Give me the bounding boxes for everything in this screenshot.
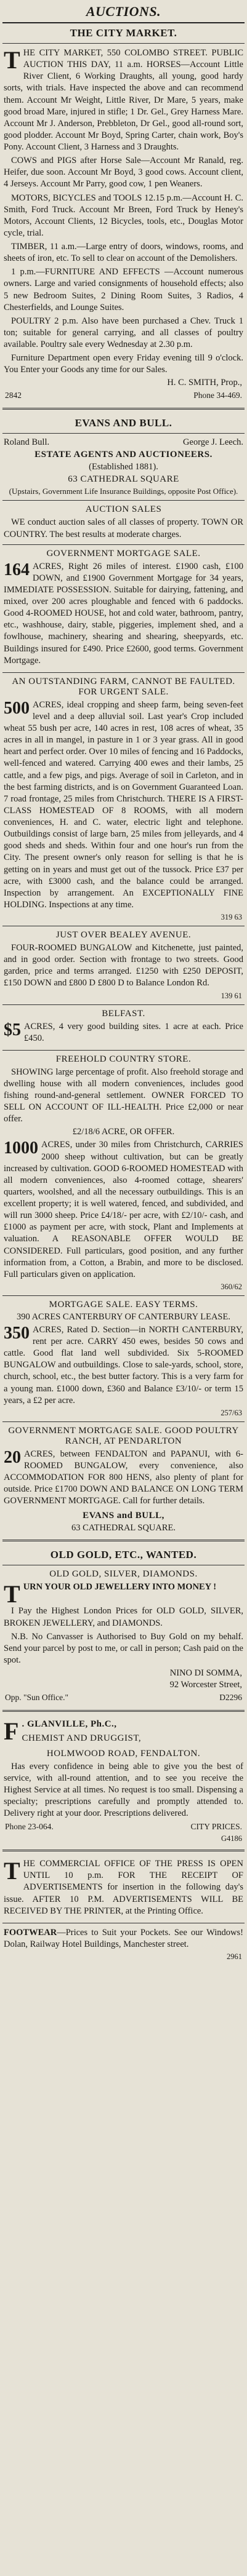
auction-sales-text: WE conduct auction sales of all classes of property. TOWN OR COUNTRY. The best results at moderate charges. xyxy=(4,517,243,539)
old-gold-name: NINO DI SOMMA, xyxy=(169,1668,242,1678)
glanville-header xyxy=(4,1719,243,1747)
mortgage-lead: 350 xyxy=(4,1323,30,1343)
evans-bull-address: 63 CATHEDRAL SQUARE xyxy=(68,474,179,485)
divider xyxy=(2,1710,245,1712)
city-market-p3: MOTORS, BICYCLES and TOOLS 12.15 p.m.—Account H. C. Smith, Ford Truck. Account Mr Breen, Ford Truck by Heney's Motors, Account Clients, 12 Bicycles, tools, etc., Douglas Motor cycle, trial. xyxy=(4,193,243,238)
name-right: George J. Leech. xyxy=(183,437,243,448)
divider xyxy=(2,1295,245,1296)
city-market-ad xyxy=(2,23,245,404)
outstanding-lead: 500 xyxy=(4,698,30,718)
outstanding-ref: 319 63 xyxy=(221,913,242,921)
divider xyxy=(2,500,245,501)
evans-bull-heading: EVANS AND BULL. xyxy=(75,417,172,429)
divider xyxy=(2,1850,245,1851)
commercial-office-notice xyxy=(2,1855,245,1964)
divider xyxy=(2,1421,245,1422)
govt-body xyxy=(4,561,243,667)
commercial-body xyxy=(4,1858,243,1917)
mortgage-ref: 257/63 xyxy=(221,1408,242,1417)
old-gold-text: URN YOUR OLD JEWELLERY INTO MONEY ! xyxy=(23,1582,217,1592)
drop-cap: F xyxy=(4,1717,19,1745)
drop-cap: T xyxy=(4,1580,20,1608)
glanville-footer xyxy=(5,1822,242,1832)
city-market-heading: THE CITY MARKET. xyxy=(70,27,177,39)
divider xyxy=(2,1540,245,1541)
drop-cap: T xyxy=(4,46,20,74)
city-market-footer xyxy=(5,391,242,400)
belfast-lead: $5 xyxy=(4,1020,21,1040)
thousand-ref: 360/62 xyxy=(221,1282,242,1291)
belfast-heading: BELFAST. xyxy=(102,1008,145,1019)
glanville-prices: CITY PRICES. xyxy=(190,1822,242,1832)
outstanding-heading: AN OUTSTANDING FARM, CANNOT BE FAULTED. FOR URGENT SALE. xyxy=(12,676,235,697)
city-market-p5: 1 p.m.—FURNITURE AND EFFECTS —Account numerous owners. Large and varied consignments of household effects; also 5 new Bedroom Suites, 2 Dining Room Suites, 3 Radios, 4 Chesterfields, and Lounge Suites. xyxy=(4,267,243,312)
evans-bull-ad xyxy=(2,413,245,1536)
freehold-heading: FREEHOLD COUNTRY STORE. xyxy=(55,1054,192,1064)
glanville-phone: Phone 23-064. xyxy=(5,1822,54,1832)
mortgage-sub: 390 ACRES CANTERBURY OF CANTERBURY LEASE. xyxy=(17,1311,230,1322)
evans-bull-footer-address: 63 CATHEDRAL SQUARE. xyxy=(71,1523,176,1533)
belfast-text: ACRES, 4 very good building sites. 1 acre at each. Price £450. xyxy=(24,1021,243,1043)
newspaper-page xyxy=(2,0,245,2576)
glanville-ref: G4186 xyxy=(221,1834,242,1843)
city-market-ref: 2842 xyxy=(5,391,22,400)
name-left: Roland Bull. xyxy=(4,437,50,448)
divider xyxy=(2,433,245,434)
evans-bull-footer-name: EVANS and BULL, xyxy=(83,1511,164,1521)
auction-sales-heading: AUCTION SALES xyxy=(85,504,162,515)
govt2-heading: GOVERNMENT MORTGAGE SALE. GOOD POULTRY RANCH, AT PENDARLTON xyxy=(8,1425,239,1446)
auction-sales-body xyxy=(4,517,243,540)
footwear-ref: 2961 xyxy=(227,1952,242,1962)
city-market-p6: POULTRY 2 p.m. Also have been purchased a Chev. Truck 1 ton; suitable for general carrying, and all classes of poultry available. Poultry sale every Wednesday at 2.30 p.m. xyxy=(4,316,243,349)
glanville-title: CHEMIST AND DRUGGIST, xyxy=(22,1733,142,1743)
thousand-text: ACRES, under 30 miles from Christchurch, CARRIES 2000 sheep without cultivation, but can be greatly increased by cultivation. GOOD 6-ROOMED HOMESTEAD with all modern conveniences, also 4-roomed cottage, shearers' quarters, woolshed, and all the necessary outbuildings. This is an excellent property; it is well watered, fenced, and subdivided, and will run 3000 sheep. Price £4/18/- per acre, with £2/10/- cash, and £1000 as payment per acre, with stock, Plant and Implements at valuation. A REASONABLE OFFER WOULD BE CONSIDERED. Full particulars, good position, and any further information from, a Cotton, a Brabin, and more to be disclosed. Full particulars given on application. xyxy=(4,1140,243,1279)
footwear-desc: —Prices to Suit your Pockets. See our Windows! Dolan, Railway Hotel Buildings, Manchester street. xyxy=(4,1927,243,1949)
freehold-ref: £2/18/6 ACRE, OR OFFER. xyxy=(72,1127,175,1137)
glanville-name: . GLANVILLE, Ph.C., xyxy=(22,1719,117,1729)
old-gold-p2: I Pay the Highest London Prices for OLD GOLD, SILVER, BROKEN JEWELLERY, and DIAMONDS. xyxy=(4,1606,243,1628)
govt2-text: ACRES, between FENDALTON and PAPANUI, with 6-ROOMED BUNGALOW, every convenience, also ACCOMMODATION FOR 800 HENS, also plenty of plant for outside. Price £1700 DOWN AND BALANCE ON LONG TERM GOVERNMENT MORTGAGE. Call for further details. xyxy=(4,1449,243,1506)
commercial-text: HE COMMERCIAL OFFICE OF THE PRESS IS OPEN UNTIL 10 p.m. FOR THE RECEIPT OF ADVERTISEMENTS for insertion in the following day's issue. AFTER 10 P.M. ADVERTISEMENTS WILL BE RECEIVED BY THE PRINTER, at the Printing Office. xyxy=(4,1859,243,1916)
footwear-body xyxy=(4,1927,243,1950)
divider xyxy=(2,544,245,545)
mortgage-text: ACRES, Rated D. Section—in NORTH CANTERBURY, rent per acre. CARRY 450 ewes, besides 50 cows and cattle. Good flat land well subdivided. Six 5-ROOMED BUNGALOW and outbuildings. Close to sale-yards, school, store, church, school, etc., the best butter factory. This is a very farm for a young man. £1000 down, £360 and Balance £3/10/- or term 15 years, a £2 per acre. xyxy=(4,1324,243,1405)
outstanding-body xyxy=(4,699,243,911)
old-gold-ad xyxy=(2,1545,245,1706)
beach-body xyxy=(4,942,243,990)
glanville-text: Has every confidence in being able to give you the best of service, with all-round attention, and to see you receive the Highest Service at all times. No request is too small. Dispensing a specialty; prescriptions carefully and promptly attended to. Delivery right at your door. Prescriptions delivered. xyxy=(4,1761,243,1819)
old-gold-ref: D2296 xyxy=(219,1693,242,1702)
divider xyxy=(2,1050,245,1051)
evans-bull-names xyxy=(4,437,243,448)
belfast-body xyxy=(4,1021,243,1044)
evans-bull-sub-address: (Upstairs, Government Life Insurance Buildings, opposite Post Office). xyxy=(9,487,238,496)
old-gold-opposite: Opp. "Sun Office." xyxy=(5,1693,69,1702)
freehold-body xyxy=(4,1067,243,1126)
thousand-lead: 1000 xyxy=(4,1139,38,1158)
glanville-body xyxy=(4,1761,243,1820)
footwear-text xyxy=(4,1927,243,1950)
freehold-text: SHOWING large percentage of profit. Also freehold storage and dwelling house with all modern conveniences, includes good fishing round-and-general settlement. OWNER FORCED TO SELL ON ACCOUNT OF ILL-HEALTH. Price £2,000 or near offer. xyxy=(4,1067,243,1124)
thousand-body xyxy=(4,1139,243,1281)
old-gold-p3: N.B. No Canvasser is Authorised to Buy Gold on my behalf. Send your parcel by post to me, or call in person; Cash paid on the spot. xyxy=(4,1631,243,1665)
column-title: AUCTIONS. xyxy=(2,0,245,23)
city-market-p1: HE CITY MARKET, 550 COLOMBO STREET. PUBLIC AUCTION THIS DAY, 11 a.m. HORSES—Account Little River Client, 6 Working Draughts, all young, good hardy sorts, with trials. Have inspected the above and can recommend them. Account Mr Weight, Little River, Dr Mare, 5 years, make good broad Mare, injured in stifle; 1 Dr. Gel., Grey Harness Mare. Account Mr J. Anderson, Prebbleton, Dr Gel., good all-round sort, good plodder. Account Mr Boyd, Spring Carter, chain work, Boy's Pony. Account Client, 3 Harness and 3 Draughts. xyxy=(4,48,243,152)
govt-heading: GOVERNMENT MORTGAGE SALE. xyxy=(46,548,201,559)
evans-bull-established: (Established 1881). xyxy=(89,462,158,472)
city-market-p4: TIMBER, 11 a.m.—Large entry of doors, windows, rooms, and sheets of iron, etc. To sell to clear on account of the Demolishers. xyxy=(4,242,243,264)
city-market-signoff: H. C. SMITH, Prop., xyxy=(167,378,242,388)
footwear-lead: FOOTWEAR xyxy=(4,1927,57,1938)
city-market-body xyxy=(4,47,243,376)
divider xyxy=(2,408,245,410)
drop-cap: T xyxy=(4,1857,20,1885)
old-gold-title: OLD GOLD, SILVER, DIAMONDS. xyxy=(49,1569,198,1580)
govt-text: ACRES, Right 26 miles of interest. £1900 cash, £100 DOWN, and £1900 Government Mortgage for 34 years, IMMEDIATE POSSESSION. Suitable for dairying, fattening, and mixed, over 200 acres ploughable and fenced with 6 paddocks. Good 4-ROOMED HOUSE, hot and cold water, bathroom, pantry, etc., washhouse, dairy, stable, piggeries, implement shed, and a fowlhouse, machinery, shearing and shearing, sheepyards, etc. Buildings insured for £490. Price £2600, good terms. Government Mortgage. xyxy=(4,561,243,666)
old-gold-footer xyxy=(5,1693,242,1703)
old-gold-body xyxy=(4,1581,243,1666)
mortgage-body xyxy=(4,1324,243,1407)
govt2-body xyxy=(4,1449,243,1508)
outstanding-text: ACRES, ideal cropping and sheep farm, being seven-feet level and a deep alluvial soil. Last year's Crop included wheat 55 bush per acre, 140 acres in rest, 108 acres of wheat, 35 acres in all in mangel, in pasture in 1 or 3 year grass. All in good heart and perfect order. Over 10 miles of fencing and 16 Paddocks, well-fenced and watered. Carrying 400 ewes and their lambs, 25 cattle, and a few pigs, and pigs. Average of soil in Carleton, and in the best farming districts, and is on Government Guaranteed Loan. 7 road frontage, 25 miles from Christchurch. THERE IS A FIRST-CLASS HOMESTEAD OF 8 ROOMS, with all modern conveniences, H. and C. water, electric light and telephone. Outbuildings consist of large barn, 25 miles from jelleyards, and 4 good sheds and sheds. Within four and one hour's run from the City. The present owner's only reason for selling is that he is getting on in years and must get out of the tussock. Price £37 per acre, with £3000 cash, and the balance could be arranged. Inspection by arrangement. An EXCEPTIONALLY FINE HOLDING. Inspections at any time. xyxy=(4,699,243,910)
beach-text: FOUR-ROOMED BUNGALOW and Kitchenette, just painted, and in good order. Section with frontage to two streets. Good garden, price and terms arranged. £1250 with £250 DEPOSIT, £150 DOWN and £800 D £800 D to Balance London Rd. xyxy=(4,943,243,988)
govt2-lead: 20 xyxy=(4,1447,21,1467)
old-gold-address: 92 Worcester Street, xyxy=(169,1680,242,1690)
city-market-phone: Phone 34-469. xyxy=(193,391,242,400)
evans-bull-title: ESTATE AGENTS AND AUCTIONEERS. xyxy=(34,450,213,460)
city-market-p7: Furniture Department open every Friday evening till 9 o'clock. You Enter your Goods any time for our Sales. xyxy=(4,353,243,375)
govt-lead: 164 xyxy=(4,560,30,579)
old-gold-heading: OLD GOLD, ETC., WANTED. xyxy=(50,1549,197,1561)
glanville-address: HOLMWOOD ROAD, FENDALTON. xyxy=(46,1748,201,1759)
divider xyxy=(2,43,245,44)
city-market-p2: COWS and PIGS after Horse Sale—Account Mr Ranald, reg. Heifer, due soon. Account Mr Boyd, 3 good cows. Account client, 4 Jerseys. Account Mr Parry, good cow, 1 pen Weaners. xyxy=(4,156,243,189)
mortgage-heading: MORTGAGE SALE. EASY TERMS. xyxy=(49,1299,198,1310)
beach-heading: JUST OVER BEALEY AVENUE. xyxy=(55,930,192,940)
beach-ref: 139 61 xyxy=(221,991,242,1000)
divider xyxy=(2,672,245,673)
glanville-ad xyxy=(2,1715,245,1846)
divider xyxy=(2,1004,245,1005)
